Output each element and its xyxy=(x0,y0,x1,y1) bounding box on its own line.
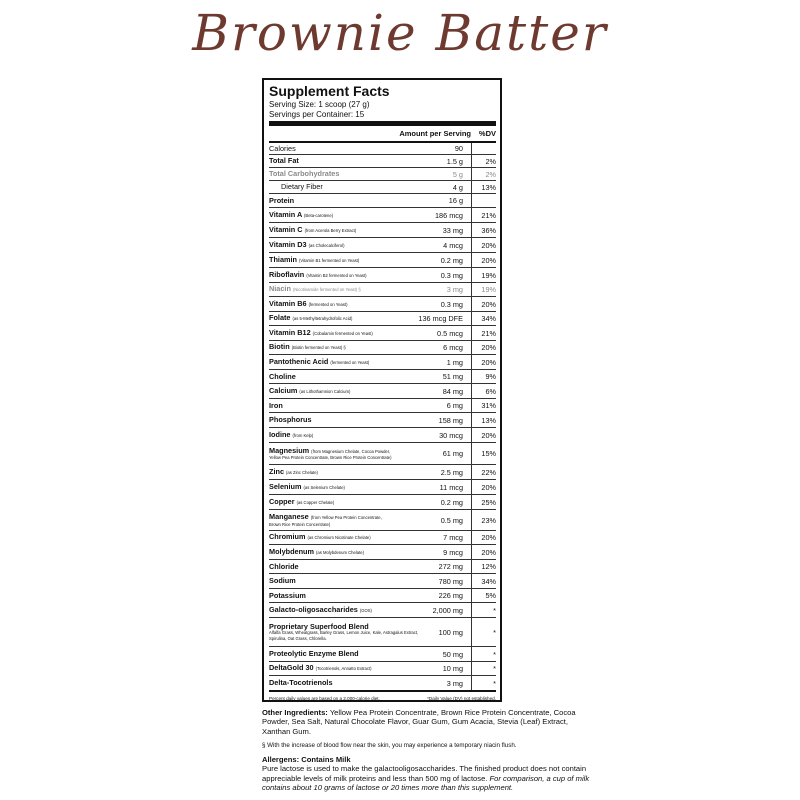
nutrient-amount: 0.3 mg xyxy=(423,297,472,311)
nutrient-dv: 20% xyxy=(481,343,496,352)
nutrient-amount: 1 mg xyxy=(423,355,472,369)
nutrient-dv: 23% xyxy=(481,515,496,525)
nutrient-dv: 31% xyxy=(481,401,496,410)
nutrient-source: (Biotin fermented on Yeast) § xyxy=(291,345,346,351)
nutrient-row xyxy=(269,238,496,253)
nutrient-source: (Beta-carotene) xyxy=(304,212,334,218)
nutrient-row xyxy=(269,155,496,168)
nutrient-name xyxy=(269,300,423,309)
nutrient-amount: 50 mg xyxy=(423,647,472,661)
nutrient-label: Magnesium xyxy=(269,446,310,455)
amount-header: Amount per Serving xyxy=(399,129,471,138)
nutrient-dv: 36% xyxy=(481,225,496,235)
niacin-note: § With the increase of blood flow near the skin, you may experience a temporary niacin flush. xyxy=(262,741,517,749)
nutrient-source: (Nicotinamide fermented on Yeast) § xyxy=(292,287,361,293)
nutrient-row xyxy=(269,326,496,341)
nutrient-name xyxy=(269,145,423,153)
nutrient-row xyxy=(269,399,496,413)
nutrient-name xyxy=(269,211,423,220)
nutrient-row xyxy=(269,312,496,326)
nutrient-dv: 20% xyxy=(481,240,496,250)
nutrient-label: Total Carbohydrates xyxy=(269,170,340,178)
nutrient-dv: 20% xyxy=(481,357,496,367)
lactose-text: Pure lactose is used to make the galactooligosaccharides. The finished product does not contain appreciable levels of milk proteins and less than 500 mg of lactose. xyxy=(262,764,587,783)
nutrient-label: Calcium xyxy=(269,386,298,395)
nutrient-source: (Tocotrienols, Annatto Extract) xyxy=(315,666,372,672)
nutrient-name xyxy=(269,623,423,642)
nutrient-amount: 0.3 mg xyxy=(423,268,472,282)
nutrient-amount: 33 mg xyxy=(423,223,472,237)
nutrient-label: Vitamin B12 xyxy=(269,328,311,337)
nutrient-amount: 61 mg xyxy=(423,443,472,464)
nutrient-name xyxy=(269,183,423,191)
nutrient-label: Sodium xyxy=(269,577,296,585)
nutrient-amount: 2.5 mg xyxy=(423,465,472,479)
nutrient-dv: 9% xyxy=(485,372,496,381)
nutrient-source: (as Copper Chelate) xyxy=(296,499,335,505)
nutrient-dv: 20% xyxy=(481,255,496,265)
nutrient-label: Folate xyxy=(269,314,291,323)
nutrient-label: Delta-Tocotrienols xyxy=(269,679,333,687)
nutrient-label: Calories xyxy=(269,144,296,153)
nutrient-row xyxy=(269,574,496,589)
nutrient-name xyxy=(269,226,423,235)
nutrient-name xyxy=(269,606,423,615)
nutrient-row xyxy=(269,223,496,238)
nutrient-label: Proteolytic Enzyme Blend xyxy=(269,650,359,658)
nutrient-row xyxy=(269,268,496,283)
nutrient-row xyxy=(269,443,496,465)
nutrient-row xyxy=(269,510,496,531)
nutrient-name xyxy=(269,563,423,571)
nutrient-label: Riboflavin xyxy=(269,270,305,279)
nutrient-label: Total Fat xyxy=(269,157,299,165)
nutrient-label: Selenium xyxy=(269,482,302,491)
nutrient-name xyxy=(269,285,423,294)
nutrient-amount: 0.5 mcg xyxy=(423,326,472,340)
nutrient-amount: 2,000 mg xyxy=(423,603,472,617)
nutrient-dv: 22% xyxy=(481,467,496,477)
nutrient-name xyxy=(269,513,423,527)
nutrient-source: (as Selenium Chelate) xyxy=(303,484,345,490)
nutrient-amount: 30 mcg xyxy=(423,428,472,442)
nutrient-source-continued: Brown Rice Protein Concentrate) xyxy=(269,521,331,527)
nutrient-source: (fermented on Yeast) xyxy=(308,301,348,307)
lactose-statement xyxy=(262,764,592,792)
nutrient-amount: 11 mcg xyxy=(423,480,472,494)
nutrient-row xyxy=(269,480,496,495)
nutrient-label: Pantothenic Acid xyxy=(269,357,329,366)
other-ingredients xyxy=(262,708,592,736)
nutrient-row xyxy=(269,531,496,545)
nutrient-source-continued: Yellow Pea Protein Concentrate, Brown Rice Protein Concentrate) xyxy=(269,455,392,461)
nutrient-name xyxy=(269,329,423,338)
nutrient-label: Potassium xyxy=(269,591,306,600)
nutrient-name xyxy=(269,358,423,367)
blend-ingredients: Alfalfa Grass, Wheatgrass, Barley Grass, Lemon Juice, Kale, Astragalus Extract, Spirulina, Oat Grass, Chlorella. xyxy=(269,630,419,641)
nutrient-row xyxy=(269,647,496,662)
nutrient-label: Molybdenum xyxy=(269,547,314,556)
ingredients-section xyxy=(262,708,592,792)
nutrient-row xyxy=(269,603,496,618)
nutrient-label: Dietary Fiber xyxy=(281,183,323,191)
nutrient-name xyxy=(269,577,423,585)
nutrient-amount: 186 mcg xyxy=(423,208,472,222)
nutrient-dv: 2% xyxy=(485,169,496,179)
nutrient-label: Proprietary Superfood Blend xyxy=(269,622,369,631)
nutrient-row xyxy=(269,384,496,399)
nutrient-name xyxy=(269,468,423,477)
other-ingredients-text: Yellow Pea Protein Concentrate, Brown Rice Protein Concentrate, Cocoa Powder, Sea Salt, Natural Chocolate Flavor, Guar Gum, Gum Acacia, Stevia (Leaf) Extract, Xanthan Gum. xyxy=(262,708,576,736)
nutrient-row xyxy=(269,283,496,297)
column-header xyxy=(269,126,496,141)
nutrient-amount: 780 mg xyxy=(423,574,472,588)
dv-header: %DV xyxy=(478,129,496,138)
nutrient-name xyxy=(269,197,423,205)
nutrient-dv: 21% xyxy=(481,328,496,338)
nutrient-label: Phosphorus xyxy=(269,416,312,424)
nutrient-amount: 1.5 g xyxy=(423,155,472,167)
nutrient-row xyxy=(269,370,496,384)
nutrient-dv: 2% xyxy=(485,156,496,166)
nutrient-amount: 0.2 mg xyxy=(423,253,472,267)
nutrient-dv: 12% xyxy=(481,562,496,571)
nutrient-amount: 100 mg xyxy=(423,618,472,646)
nutrient-row xyxy=(269,428,496,443)
footnotes xyxy=(269,692,496,701)
nutrient-dv: 13% xyxy=(481,415,496,425)
nutrient-name xyxy=(269,256,423,265)
servings-per-container: Servings per Container: 15 xyxy=(269,109,365,119)
nutrient-source: (as Cholecalciferol) xyxy=(308,242,345,248)
allergens-heading: Allergens: Contains Milk xyxy=(262,755,351,765)
nutrient-amount: 272 mg xyxy=(423,560,472,573)
nutrient-dv: 21% xyxy=(481,210,496,220)
nutrient-row xyxy=(269,495,496,510)
nutrient-dv: * xyxy=(493,649,496,659)
nutrient-label: Vitamin D3 xyxy=(269,240,307,249)
nutrient-dv: 6% xyxy=(485,386,496,396)
nutrient-amount: 84 mg xyxy=(423,384,472,398)
nutrient-label: Choline xyxy=(269,372,296,381)
nutrient-row xyxy=(269,662,496,676)
nutrient-name xyxy=(269,314,418,323)
nutrient-row xyxy=(269,253,496,268)
nutrient-amount: 6 mg xyxy=(423,399,472,412)
nutrient-row xyxy=(269,413,496,428)
allergens-label xyxy=(262,755,592,764)
nutrient-amount: 90 xyxy=(423,143,472,154)
nutrient-source: (as Lithothamnion Calcium) xyxy=(299,388,351,394)
nutrient-amount: 3 mg xyxy=(423,283,472,296)
nutrient-row xyxy=(269,676,496,690)
nutrient-dv: 20% xyxy=(481,547,496,557)
nutrient-name xyxy=(269,402,423,410)
nutrient-name xyxy=(269,170,423,178)
nutrient-amount: 10 mg xyxy=(423,662,472,675)
nutrient-name xyxy=(269,343,423,352)
nutrient-source: (as 5-Methyltetrahydrofolic Acid) xyxy=(292,316,353,322)
nutrient-label: Galacto-oligosaccharides xyxy=(269,605,358,614)
nutrient-row xyxy=(269,143,496,155)
facts-title: Supplement Facts xyxy=(269,83,390,99)
nutrient-dv: 20% xyxy=(481,482,496,492)
nutrient-dv: 15% xyxy=(481,449,496,458)
nutrient-source: (as Zinc Chelate) xyxy=(286,469,318,475)
nutrient-dv: 34% xyxy=(481,576,496,586)
nutrient-label: Vitamin C xyxy=(269,225,303,234)
nutrient-source: (as Molybdenum Chelate) xyxy=(316,549,364,555)
nutrient-amount: 0.5 mg xyxy=(423,510,472,530)
nutrient-amount: 4 mcg xyxy=(423,238,472,252)
nutrient-label: Copper xyxy=(269,497,295,506)
nutrient-amount: 6 mcg xyxy=(423,341,472,354)
nutrient-dv: 20% xyxy=(481,533,496,542)
nutrient-source: (from Yellow Pea Protein Concentrate, xyxy=(310,515,382,521)
nutrient-row xyxy=(269,297,496,312)
nutrient-dv: * xyxy=(493,627,496,637)
nutrient-name xyxy=(269,271,423,280)
nutrient-name xyxy=(269,498,423,507)
nutrient-source: (Vitamin B1 fermented on Yeast) xyxy=(299,257,360,263)
footnote-dv-not-established: *Daily Value (DV) not established. xyxy=(427,696,496,701)
nutrient-row xyxy=(269,589,496,603)
nutrient-dv: 5% xyxy=(485,591,496,600)
nutrient-name xyxy=(269,533,423,542)
nutrient-source: (fermented on Yeast) xyxy=(330,359,370,365)
nutrient-dv: 34% xyxy=(481,314,496,323)
nutrient-source: (from Kelp) xyxy=(292,432,314,438)
nutrient-name xyxy=(269,679,423,687)
nutrient-label: Chromium xyxy=(269,533,306,542)
nutrient-amount: 9 mcg xyxy=(423,545,472,559)
nutrient-amount: 16 g xyxy=(423,194,472,207)
nutrient-amount: 51 mg xyxy=(423,370,472,383)
nutrient-amount: 5 g xyxy=(423,168,472,180)
nutrient-row xyxy=(269,618,496,647)
nutrient-name xyxy=(269,157,423,165)
nutrient-name xyxy=(269,592,423,600)
nutrient-dv: 19% xyxy=(481,285,496,294)
nutrient-row xyxy=(269,208,496,223)
nutrient-source: (from Magnesium Chelate, Cocoa Powder, xyxy=(311,448,391,454)
nutrient-dv: 25% xyxy=(481,497,496,507)
nutrient-name xyxy=(269,483,423,492)
nutrient-row xyxy=(269,465,496,480)
nutrient-label: Iron xyxy=(269,401,283,410)
nutrient-name xyxy=(269,373,423,381)
nutrient-name xyxy=(269,431,423,440)
nutrient-source: (GOS) xyxy=(359,607,372,613)
nutrient-amount: 136 mcg DFE xyxy=(418,312,472,325)
nutrient-label: DeltaGold 30 xyxy=(269,664,314,673)
nutrient-row xyxy=(269,355,496,370)
nutrient-label: Chloride xyxy=(269,562,299,571)
nutrient-dv: * xyxy=(493,678,496,688)
other-ingredients-label: Other Ingredients: xyxy=(262,708,328,717)
nutrient-label: Iodine xyxy=(269,430,291,439)
nutrient-label: Zinc xyxy=(269,467,284,476)
nutrient-label: Thiamin xyxy=(269,255,297,264)
nutrient-row xyxy=(269,194,496,208)
nutrient-amount: 158 mg xyxy=(423,413,472,427)
nutrient-rows xyxy=(269,143,496,690)
nutrient-dv: 20% xyxy=(481,299,496,309)
nutrient-source: (Vitamin B2 fermented on Yeast) xyxy=(306,272,367,278)
nutrient-dv: 13% xyxy=(481,182,496,192)
comparison-text: For comparison, a cup of milk contains about 10 grams of lactose or 20 times more than this supplement. xyxy=(262,773,590,793)
product-title: Brownie Batter xyxy=(192,4,608,62)
nutrient-name xyxy=(269,548,423,557)
nutrient-row xyxy=(269,545,496,560)
nutrient-amount: 4 g xyxy=(423,181,472,193)
nutrient-name xyxy=(269,650,423,658)
nutrient-row xyxy=(269,168,496,181)
nutrient-dv: 19% xyxy=(481,270,496,280)
nutrient-amount: 0.2 mg xyxy=(423,495,472,509)
nutrient-row xyxy=(269,341,496,355)
nutrient-label: Manganese xyxy=(269,513,309,522)
nutrient-name xyxy=(269,416,423,424)
nutrient-row xyxy=(269,560,496,574)
nutrient-dv: * xyxy=(493,664,496,673)
nutrient-source: (from Acerola Berry Extract) xyxy=(304,227,357,233)
nutrient-source: (Cobalamin fermented on Yeast) xyxy=(312,330,373,336)
nutrient-amount: 7 mcg xyxy=(423,531,472,544)
nutrient-amount: 226 mg xyxy=(423,589,472,602)
footnote-daily-values: Percent daily values are based on a 2,000-calorie diet. xyxy=(269,696,380,701)
nutrient-dv: * xyxy=(493,605,496,615)
nutrient-label: Vitamin A xyxy=(269,210,302,219)
nutrient-label: Biotin xyxy=(269,343,290,352)
nutrient-name xyxy=(269,447,423,461)
nutrient-amount: 3 mg xyxy=(423,676,472,690)
nutrient-label: Niacin xyxy=(269,285,291,294)
nutrient-name xyxy=(269,241,423,250)
nutrient-name xyxy=(269,387,423,396)
nutrient-label: Protein xyxy=(269,196,295,205)
serving-size: Serving Size: 1 scoop (27 g) xyxy=(269,100,370,109)
nutrient-name xyxy=(269,664,423,673)
nutrient-row xyxy=(269,181,496,194)
supplement-facts-panel xyxy=(262,78,502,702)
nutrient-label: Vitamin B6 xyxy=(269,299,307,308)
nutrient-dv: 20% xyxy=(481,430,496,440)
nutrient-source: (as Chromium Nicotinate Chelate) xyxy=(307,535,371,541)
